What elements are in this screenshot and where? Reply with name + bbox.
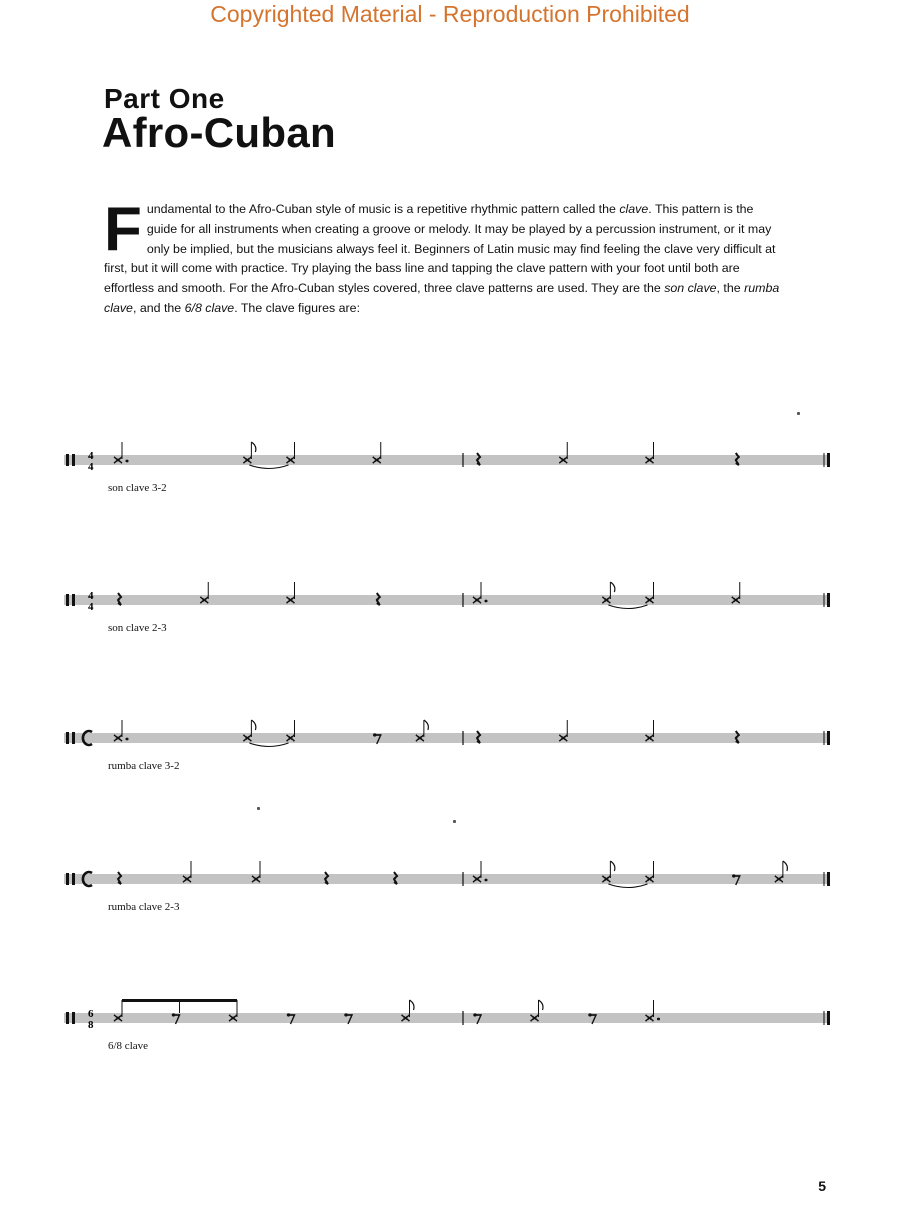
eighth-flag (539, 1000, 544, 1010)
intro-run: . The clave figures are: (234, 300, 361, 315)
notation-svg (64, 859, 834, 899)
notation-svg (64, 440, 834, 480)
time-signature-bottom: 4 (88, 601, 94, 613)
intro-emphasis: rumba clave (104, 281, 780, 315)
quarter-rest (325, 872, 328, 884)
dot (485, 879, 488, 882)
time-signature-top: 4 (88, 450, 94, 462)
pattern-label: rumba clave 2-3 (108, 901, 180, 913)
eighth-flag (424, 720, 429, 730)
tie (608, 605, 647, 609)
time-signature-bottom: 8 (88, 1019, 94, 1031)
print-speck (257, 807, 260, 810)
part-title: Part One (104, 83, 225, 114)
intro-emphasis: 6/8 clave (184, 300, 235, 315)
notation-svg (64, 998, 834, 1038)
time-signature-top: 6 (88, 1008, 94, 1020)
final-bar-line-thick (827, 1011, 830, 1025)
copyright-watermark: Copyrighted Material - Reproduction Prohibited (210, 1, 690, 27)
quarter-rest (736, 731, 739, 743)
drop-cap: F (104, 195, 142, 264)
quarter-rest (477, 453, 480, 465)
staff-son-clave-3-2 (64, 440, 834, 510)
eighth-rest-dot (588, 1013, 591, 1016)
eighth-flag (610, 861, 615, 871)
page-number: 5 (818, 1178, 826, 1194)
eighth-flag (783, 861, 788, 871)
percussion-clef (72, 873, 75, 885)
eighth-rest-dot (172, 1013, 175, 1016)
dot (126, 460, 129, 463)
percussion-clef (66, 873, 69, 885)
eighth-rest-dot (287, 1013, 290, 1016)
dot (126, 738, 129, 741)
notation-svg (64, 718, 834, 758)
final-bar-line-thick (827, 872, 830, 886)
intro-emphasis: clave (619, 202, 649, 216)
eighth-rest-dot (473, 1013, 476, 1016)
percussion-clef (66, 1012, 69, 1024)
chapter-title: Afro-Cuban (102, 109, 336, 156)
quarter-rest (118, 872, 121, 884)
final-bar-line-thick (827, 453, 830, 467)
pattern-label: son clave 3-2 (108, 482, 167, 494)
eighth-rest-dot (732, 874, 735, 877)
dot (485, 600, 488, 603)
eighth-rest-dot (373, 733, 376, 736)
quarter-rest (118, 593, 121, 605)
intro-run: undamental to the Afro-Cuban style of music is a repetitive rhythmic pattern called the (146, 202, 620, 216)
percussion-clef (72, 1012, 75, 1024)
staff-6-8-clave (64, 998, 834, 1068)
eighth-flag (610, 582, 615, 592)
final-bar-line-thick (827, 593, 830, 607)
final-bar-line-thick (827, 731, 830, 745)
percussion-clef (72, 594, 75, 606)
intro-run: , and the (132, 300, 185, 315)
quarter-rest (377, 593, 380, 605)
intro-run: , the (716, 281, 745, 296)
staff-son-clave-2-3 (64, 580, 834, 650)
eighth-flag (410, 1000, 415, 1010)
intro-run: . This pattern is the guide for all instruments when creating a groove or melody. It may be played by a percussion instrument, or it may only be implied, but the musicians always feel it. Beginners of Latin music may find feeling the clave very difficult at first, but it will come with practice. Try playing the bass line and tapping the clave pattern with your foot until both are effortless and smooth. For the Afro-Cuban styles covered, three clave patterns are used. They are the (104, 202, 776, 296)
print-speck (797, 412, 800, 415)
quarter-rest (394, 872, 397, 884)
quarter-rest (736, 453, 739, 465)
tie (608, 884, 647, 888)
pattern-label: 6/8 clave (108, 1040, 149, 1052)
staff-rumba-clave-2-3 (64, 859, 834, 929)
time-signature-top: 4 (88, 590, 94, 602)
percussion-clef (72, 454, 75, 466)
tie (249, 743, 288, 747)
tie (249, 465, 288, 469)
intro-emphasis: son clave (664, 281, 717, 296)
intro-text (104, 195, 780, 315)
quarter-rest (477, 731, 480, 743)
pattern-label: son clave 2-3 (108, 622, 167, 634)
staff-rumba-clave-3-2 (64, 718, 834, 788)
percussion-clef (66, 732, 69, 744)
percussion-clef (66, 454, 69, 466)
intro-paragraph (104, 195, 784, 319)
percussion-clef (72, 732, 75, 744)
dot (657, 1018, 660, 1021)
time-signature-bottom: 4 (88, 461, 94, 473)
eighth-rest-dot (344, 1013, 347, 1016)
percussion-clef (66, 594, 69, 606)
pattern-label: rumba clave 3-2 (108, 760, 180, 772)
print-speck (453, 820, 456, 823)
notation-svg (64, 580, 834, 620)
eighth-flag (251, 442, 256, 452)
eighth-flag (251, 720, 256, 730)
